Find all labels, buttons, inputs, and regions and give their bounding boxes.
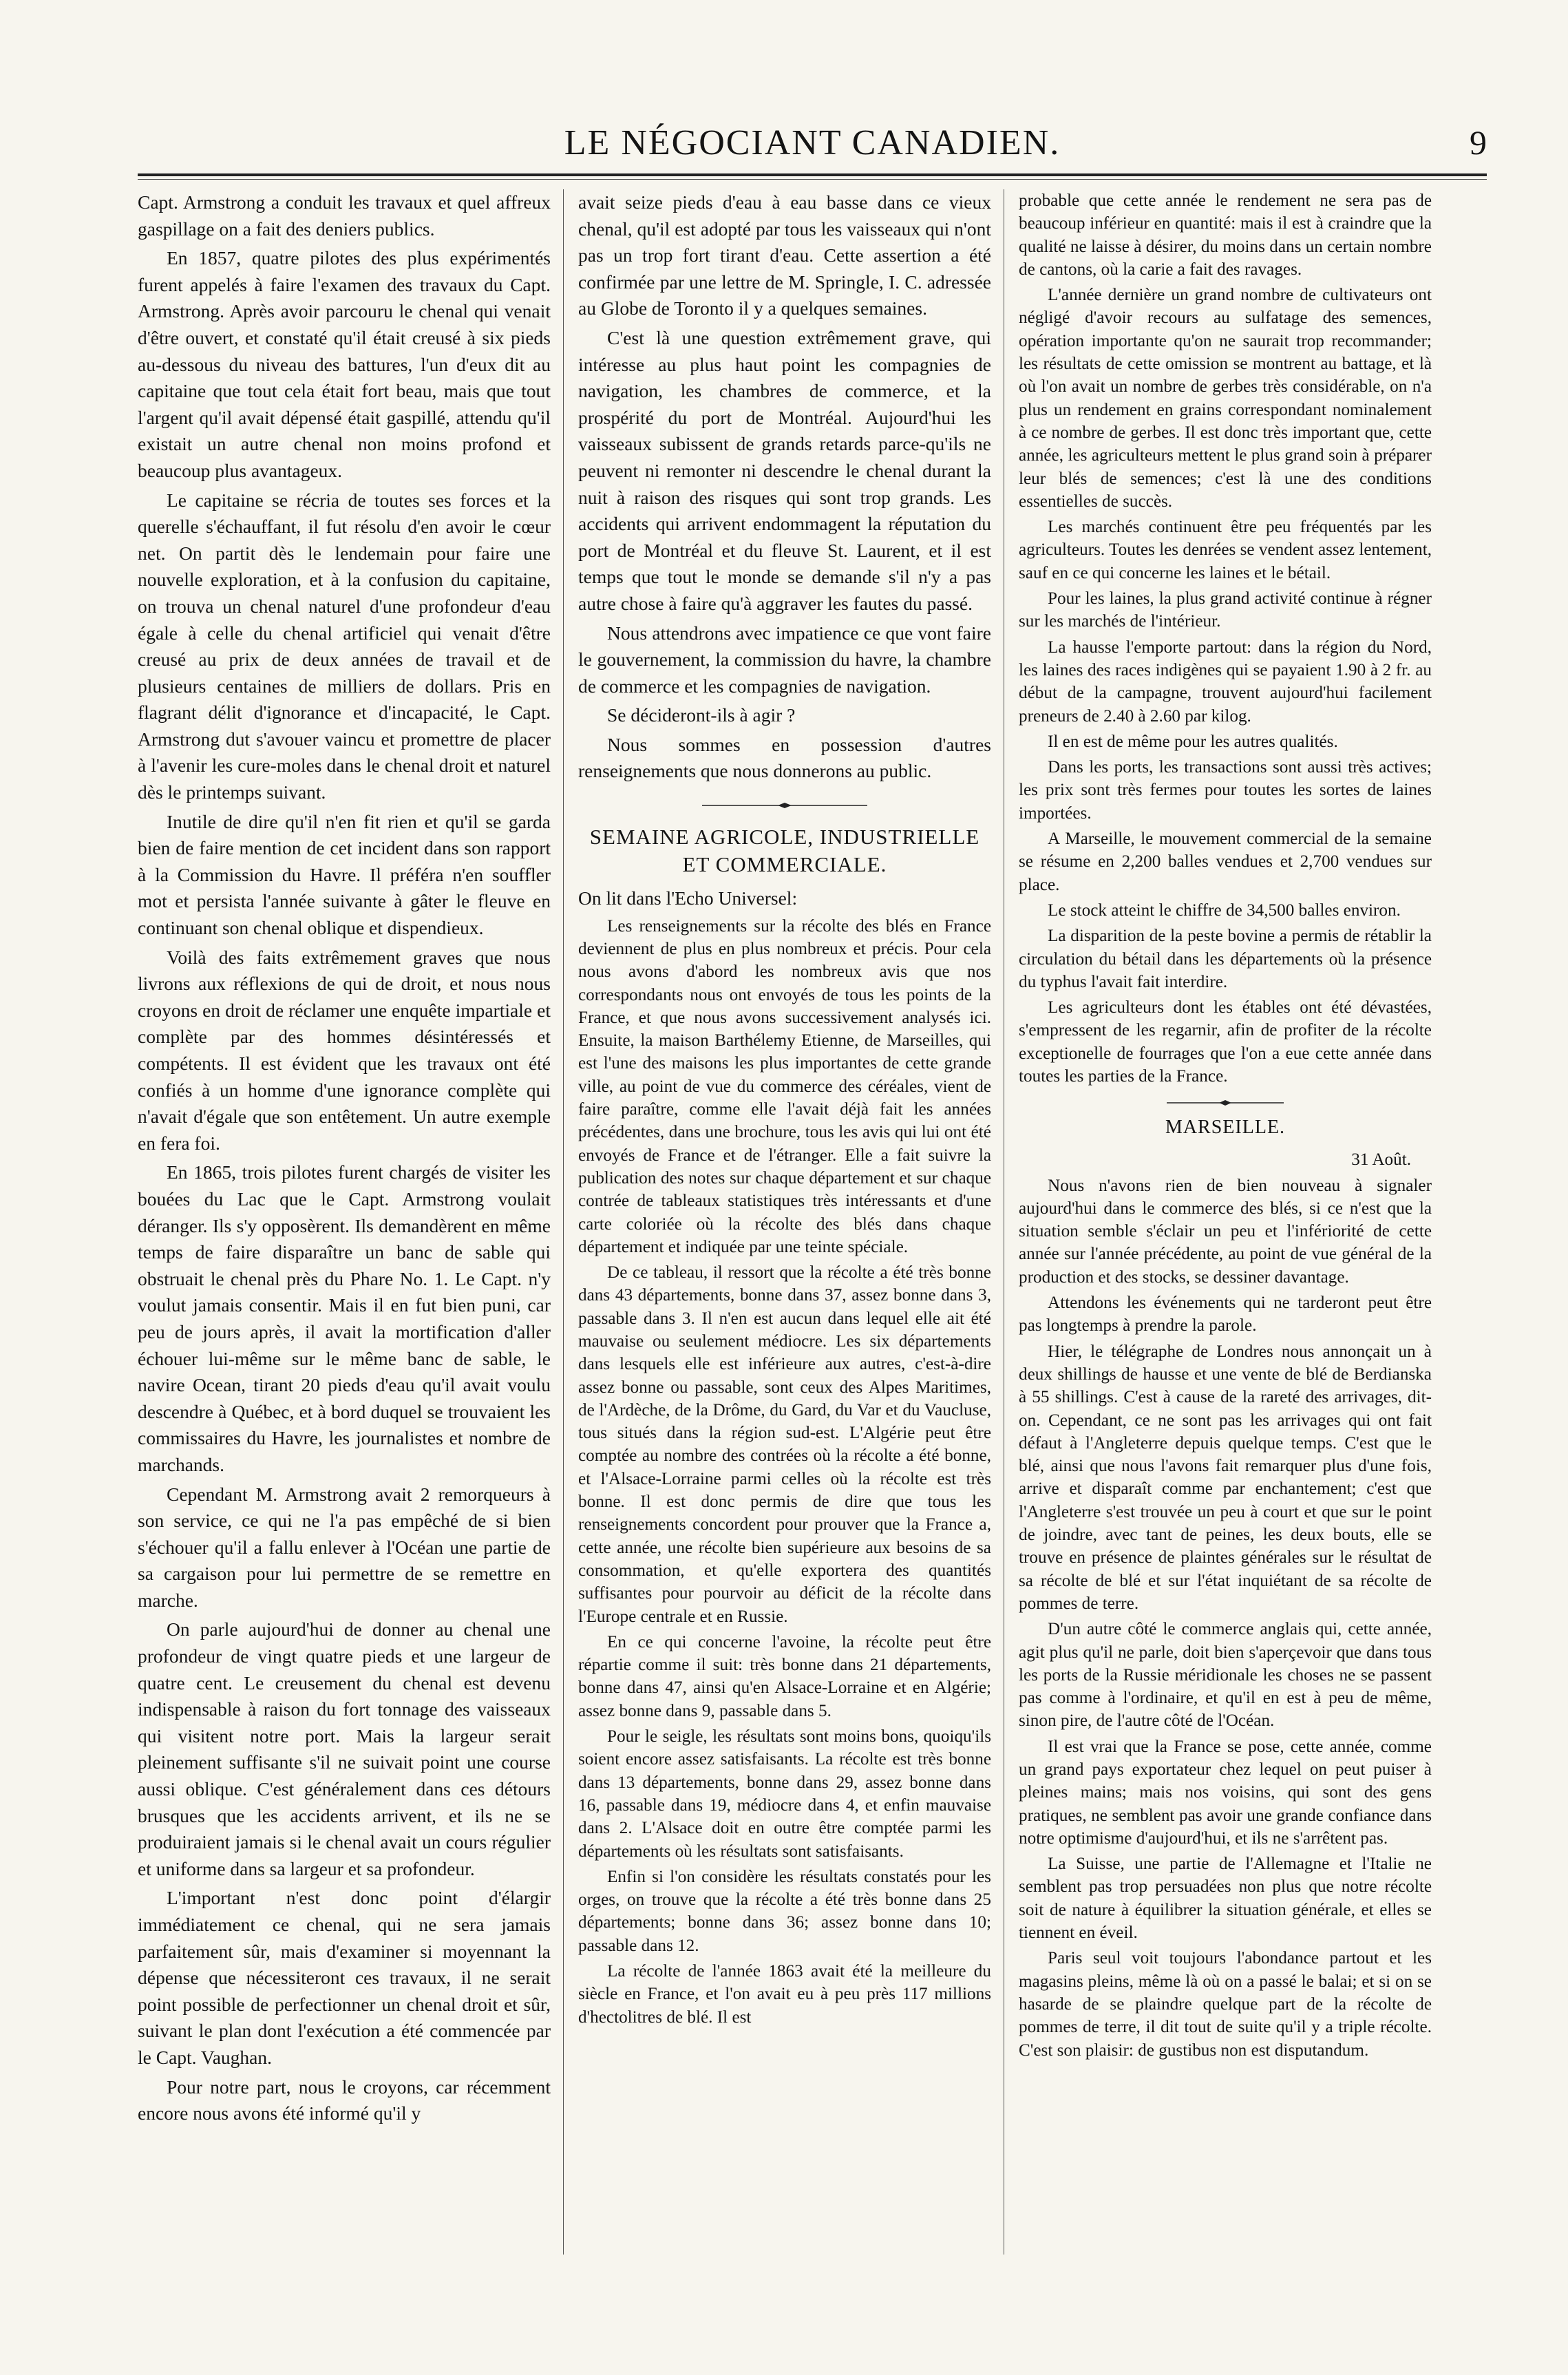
paragraph: La disparition de la peste bovine a permis de rétablir la circulation du bétail dans les départements où la présence du typhus l'avait fait interdire. <box>1019 927 1432 991</box>
paragraph: En 1865, trois pilotes furent chargés de visiter les bouées du Lac que le Capt. Armstrong voulait déranger. Ils s'y opposèrent. Ils demandèrent en même temps de faire disparaître un banc de sable qui obstruait le chenal près du Phare No. 1. Le Capt. n'y voulut jamais consentir. Mais il en fut bien puni, car peu de jours après, il avait la mortification d'aller échouer lui-même sur le même banc de sable, le navire Ocean, tirant 20 pieds d'eau qu'il avait voulu descendre à Québec, et à bord duquel se trouvaient les commissaires du Havre, les journalistes et nombre de marchands. <box>138 1161 551 1475</box>
paragraph: Nous sommes en possession d'autres renseignements que nous donnerons au public. <box>578 733 991 782</box>
paragraph: Les agriculteurs dont les étables ont été dévastées, s'empressent de les regarnir, afin de profiter de la récolte exceptionelle de fourrages que l'on a eue cette année dans toutes les parties de la France. <box>1019 998 1432 1086</box>
paragraph: Nous attendrons avec impatience ce que vont faire le gouvernement, la commission du havre, la chambre de commerce et les compagnies de navigation. <box>578 622 991 697</box>
paragraph: En ce qui concerne l'avoine, la récolte peut être répartie comme il suit: très bonne dans 21 départements, bonne dans 47, ainsi qu'en Alsace-Lorraine et en Algérie; assez bonne dans 9, passable dans 5. <box>578 1632 991 1720</box>
section-heading-marseille: MARSEILLE. <box>1165 1117 1286 1139</box>
masthead-rule <box>138 173 1487 176</box>
paragraph: Se décideront-ils à agir ? <box>607 704 796 726</box>
newspaper-title: LE NÉGOCIANT CANADIEN. <box>564 123 1061 162</box>
dateline: 31 Août. <box>1351 1150 1411 1170</box>
paragraph: D'un autre côté le commerce anglais qui, cette année, agit plus qu'il ne parle, doit bien s'aperçevoir que dans tous les ports de la Russie méridionale les choses ne se passent pas comme à l'ordinaire, et qu'il en est à peu de même, sinon pire, de l'autre côté de l'Océan. <box>1019 1620 1432 1731</box>
paragraph: Le stock atteint le chiffre de 34,500 balles environ. <box>1048 900 1401 920</box>
paragraph: Pour le seigle, les résultats sont moins bons, quoiqu'ils soient encore assez satisfaisants. La récolte est très bonne dans 13 départements, bonne dans 29, assez bonne dans 16, passable dans 19, médiocre dans 4, et enfin mauvaise dans 2. L'Alsace doit en outre être comptée parmi les départements où les résultats sont satisfaisants. <box>578 1727 991 1861</box>
masthead <box>138 123 1487 171</box>
paragraph: A Marseille, le mouvement commercial de la semaine se résume en 2,200 balles vendues et 2,700 vendues sur place. <box>1019 830 1432 894</box>
paragraph: Il est vrai que la France se pose, cette année, comme un grand pays exportateur chez lequel on peut puiser à pleines mains; mais nos voisins, qui sont des gens pratiques, ne semblent pas avoir une grande confiance dans notre optimisme d'aujourd'hui, et ils ne s'arrêtent pas. <box>1019 1737 1432 1848</box>
paragraph: Le capitaine se récria de toutes ses forces et la querelle s'échauffant, il fut résolu d'en avoir le cœur net. On partit dès le lendemain pour faire une nouvelle exploration, et à la confusion du capitaine, on trouva un chenal naturel d'une profondeur d'eau égale à celle du chenal artificiel qui venait d'être creusé au prix de deux années de travail et de plusieurs centaines de milliers de dollars. Pris en flagrant délit d'ignorance et d'incapacité, le Capt. Armstrong dut s'avouer vaincu et promettre de placer à l'avenir les cure-moles dans le chenal droit et naturel dès le printemps suivant. <box>138 489 551 803</box>
column-1 <box>138 189 551 2127</box>
paragraph: Dans les ports, les transactions sont aussi très actives; les prix sont très fermes pour toutes les sortes de laines importées. <box>1019 758 1432 823</box>
paragraph: L'important n'est donc point d'élargir immédiatement ce chenal, qui ne sera jamais parfaitement sûr, mais d'examiner si moyennant la dépense que nécessiteront ces travaux, il ne serait point possible de perfectionner un chenal droit et sûr, suivant le plan dont l'exécution a été commencée par le Capt. Vaughan. <box>138 1887 551 2068</box>
paragraph: L'année dernière un grand nombre de cultivateurs ont négligé d'avoir recours au sulfatage des semences, opération importante qu'on ne saurait trop recommander; les résultats de cette omission se montrent au battage, et là où l'on avait un nombre de gerbes très considérable, on n'a plus un rendement en grains correspondant nominalement à ce nombre de gerbes. Il est donc très important que, cette année, les agriculteurs mettent le plus grand soin à préparer leur blés de semences; c'est là une des conditions essentielles de succès. <box>1019 286 1432 511</box>
paragraph: Pour les laines, la plus grand activité continue à régner sur les marchés de l'intérieur. <box>1019 589 1432 631</box>
column-3 <box>1019 189 1432 2062</box>
paragraph: La hausse l'emporte partout: dans la région du Nord, les laines des races indigènes qui se payaient 1.90 à 2 fr. au début de la campagne, trouvent aujourd'hui facilement preneurs de 2.40 à 2.60 par kilog. <box>1019 637 1432 726</box>
paragraph: Inutile de dire qu'il n'en fit rien et qu'il se garda bien de faire mention de cet incident dans son rapport à la Commission du Havre. Il préféra n'en souffler mot et persista l'année suivante à gâter le fleuve en continuant son chenal oblique et dispendieux. <box>138 810 551 939</box>
paragraph: Capt. Armstrong a conduit les travaux et quel affreux gaspillage on a fait des deniers publics. <box>138 191 551 240</box>
section-intro: On lit dans l'Echo Universel: <box>578 887 798 909</box>
section-ornament <box>1167 1100 1284 1106</box>
page-number: 9 <box>1470 123 1487 162</box>
column-2 <box>578 189 991 2029</box>
paragraph: En 1857, quatre pilotes des plus expérimentés furent appelés à faire l'examen des travaux du Capt. Armstrong. Après avoir parcouru le chenal qui venait d'être ouvert, et constaté qu'il était creusé à six pieds au-dessous du niveau des battures, l'un d'eux dit au capitaine que tout cela était fort beau, mais que tout l'argent qu'il avait dépensé était gaspillé, attendu qu'il existait un autre chenal non moins profond et beaucoup plus avantageux. <box>138 247 551 481</box>
paragraph: De ce tableau, il ressort que la récolte a été très bonne dans 43 départements, bonne dans 37, assez bonne dans 3, passable dans 3. Il n'en est aucun dans lequel elle ait été mauvaise ou seulement médiocre. Les six départements dans lesquels elle est inférieure aux autres, c'est-à-dire assez bonne ou passable, sont ceux des Alpes Maritimes, de l'Ardèche, de la Drôme, du Gard, du Var et du Vaucluse, tous situés dans la région sud-est. L'Algérie peut être comptée au nombre des contrées où la récolte a été bonne, et l'Alsace-Lorraine parmi celles où la récolte est très bonne. Il est donc permis de dire que tous les renseignements concordent pour prouver que la France a, cette année, une récolte bien supérieure aux besoins de sa consommation, et qu'elle exportera des quantités suffisantes pour pourvoir au déficit de la récolte dans l'Europe centrale et en Russie. <box>578 1263 991 1626</box>
paragraph: probable que cette année le rendement ne sera pas de beaucoup inférieur en quantité: mais il est à craindre que la qualité ne laisse à désirer, du moins dans un certain nombre de cantons, où la carie a fait des ravages. <box>1019 191 1432 279</box>
paragraph: La Suisse, une partie de l'Allemagne et l'Italie ne semblent pas trop persuadées non plus que notre récolte soit de nature à équilibrer la situation générale, et elles se tiennent en éveil. <box>1019 1855 1432 1943</box>
paragraph: Les renseignements sur la récolte des blés en France deviennent de plus en plus nombreux et précis. Pour cela nous avons d'abord les nombreux avis que nos correspondants nous ont envoyés de tous les points de la France, et que nous avons successivement analysés ici. Ensuite, la maison Barthélemy Etienne, de Marseilles, qui est l'une des maisons les plus importantes de cette grande ville, au point de vue du commerce des céréales, vient de faire paraître, comme elle l'avait déjà fait les années précédentes, dans une brochure, tous les avis qui lui ont été envoyés de France et de l'étranger. Elle a fait suivre la publication des notes sur chaque département et sur chaque contrée de tableaux statistiques très intéressants et d'une carte coloriée où la récolte des blés dans chaque département et indiquée par une teinte spéciale. <box>578 916 991 1256</box>
paragraph: Cependant M. Armstrong avait 2 remorqueurs à son service, ce qui ne l'a pas empêché de si bien s'échouer qu'il a fallu enlever à l'Océan une partie de sa cargaison pour lui permettre de se remettre en marche. <box>138 1483 551 1611</box>
section-heading-agricole: SEMAINE AGRICOLE, INDUSTRIELLE ET COMMERCIALE. <box>589 825 980 877</box>
column-divider <box>563 189 564 2255</box>
paragraph: C'est là une question extrêmement grave, qui intéresse au plus haut point les compagnies de navigation, les chambres de commerce, et la prospérité du port de Montréal. Aujourd'hui les vaisseaux subissent de grands retards parce-qu'ils ne peuvent ni remonter ni descendre le chenal durant la nuit à raison des risques qui sont trop grands. Les accidents qui arrivent endommagent la réputation du port de Montréal et du fleuve St. Laurent, et il est temps que tout le monde se demande s'il n'y a pas autre chose à faire qu'à aggraver les fautes du passé. <box>578 326 991 614</box>
paragraph: avait seize pieds d'eau à eau basse dans ce vieux chenal, qu'il est adopté par tous les vaisseaux qui n'ont pas un trop fort tirant d'eau. Cette assertion a été confirmée par une lettre de M. Springle, I. C. adressée au Globe de Toronto il y a quelques semaines. <box>578 191 991 319</box>
section-ornament <box>702 803 867 808</box>
paragraph: Attendons les événements qui ne tarderont peut être pas longtemps à prendre la parole. <box>1019 1294 1432 1336</box>
paragraph: Hier, le télégraphe de Londres nous annonçait un à deux shillings de hausse et une vente de blé de Berdianska à 55 shillings. C'est à cause de la rareté des arrivages, dit-on. Cependant, ce ne sont pas les arrivages qui ont fait défaut à l'Angleterre depuis quelque temps. C'est que le blé, ainsi que nous l'avons fait remarquer plus d'une fois, arrive et disparaît comme par enchantement; c'est que l'Angleterre s'est trouvée un peu à court et que sur le point de joindre, avec tant de peines, les deux bouts, elle se trouve en présence de plaintes générales sur le résultat de sa récolte de blé et sur l'état inquiétant de sa récolte de pommes de terre. <box>1019 1342 1432 1613</box>
paragraph: Les marchés continuent être peu fréquentés par les agriculteurs. Toutes les denrées se vendent assez lentement, sauf en ce qui concerne les laines et le bétail. <box>1019 518 1432 582</box>
paragraph: Pour notre part, nous le croyons, car récemment encore nous avons été informé qu'il y <box>138 2076 551 2124</box>
paragraph: Paris seul voit toujours l'abondance partout et les magasins pleins, même là où on a passé le balai; et si on se hasarde de se plaindre quelque part de la récolte de pommes de terre, il dit tout de suite qu'il y a triple récolte. C'est son plaisir: de gustibus non est disputandum. <box>1019 1949 1432 2060</box>
paragraph: Nous n'avons rien de bien nouveau à signaler aujourd'hui dans le commerce des blés, si ce n'est que la situation semble s'éclair un peu et l'infériorité de cette année sur l'année précédente, au point de vue général de la production et des stocks, se dessiner davantage. <box>1019 1176 1432 1287</box>
paragraph: Il en est de même pour les autres qualités. <box>1048 732 1338 751</box>
paragraph: Enfin si l'on considère les résultats constatés pour les orges, on trouve que la récolte a été très bonne dans 25 départements; bonne dans 36; assez bonne dans 10; passable dans 12. <box>578 1867 991 1955</box>
paragraph: Voilà des faits extrêmement graves que nous livrons aux réflexions de qui de droit, et nous nous croyons en droit de réclamer une enquête impartiale et complète par des hommes désintéressés et compétents. Il est évident que les travaux ont été confiés à un homme d'une ignorance complète qui n'avait d'égale que son entêtement. Un autre exemple en fera foi. <box>138 946 551 1154</box>
paragraph: On parle aujourd'hui de donner au chenal une profondeur de vingt quatre pieds et une largeur de quatre cent. Le creusement du chenal est devenu indispensable à raison du fort tonnage des vaisseaux qui visitent notre port. Mais la largeur serait pleinement suffisante s'il ne suivait point une course aussi oblique. C'est généralement dans ces détours brusques que les accidents arrivent, et ils ne se produiraient jamais si le chenal avait un cours régulier et uniforme dans sa largeur et sa profondeur. <box>138 1618 551 1879</box>
paragraph: La récolte de l'année 1863 avait été la meilleure du siècle en France, et l'on avait eu à peu près 117 millions d'hectolitres de blé. Il est <box>578 1962 991 2027</box>
masthead-rule-thin <box>138 179 1487 180</box>
